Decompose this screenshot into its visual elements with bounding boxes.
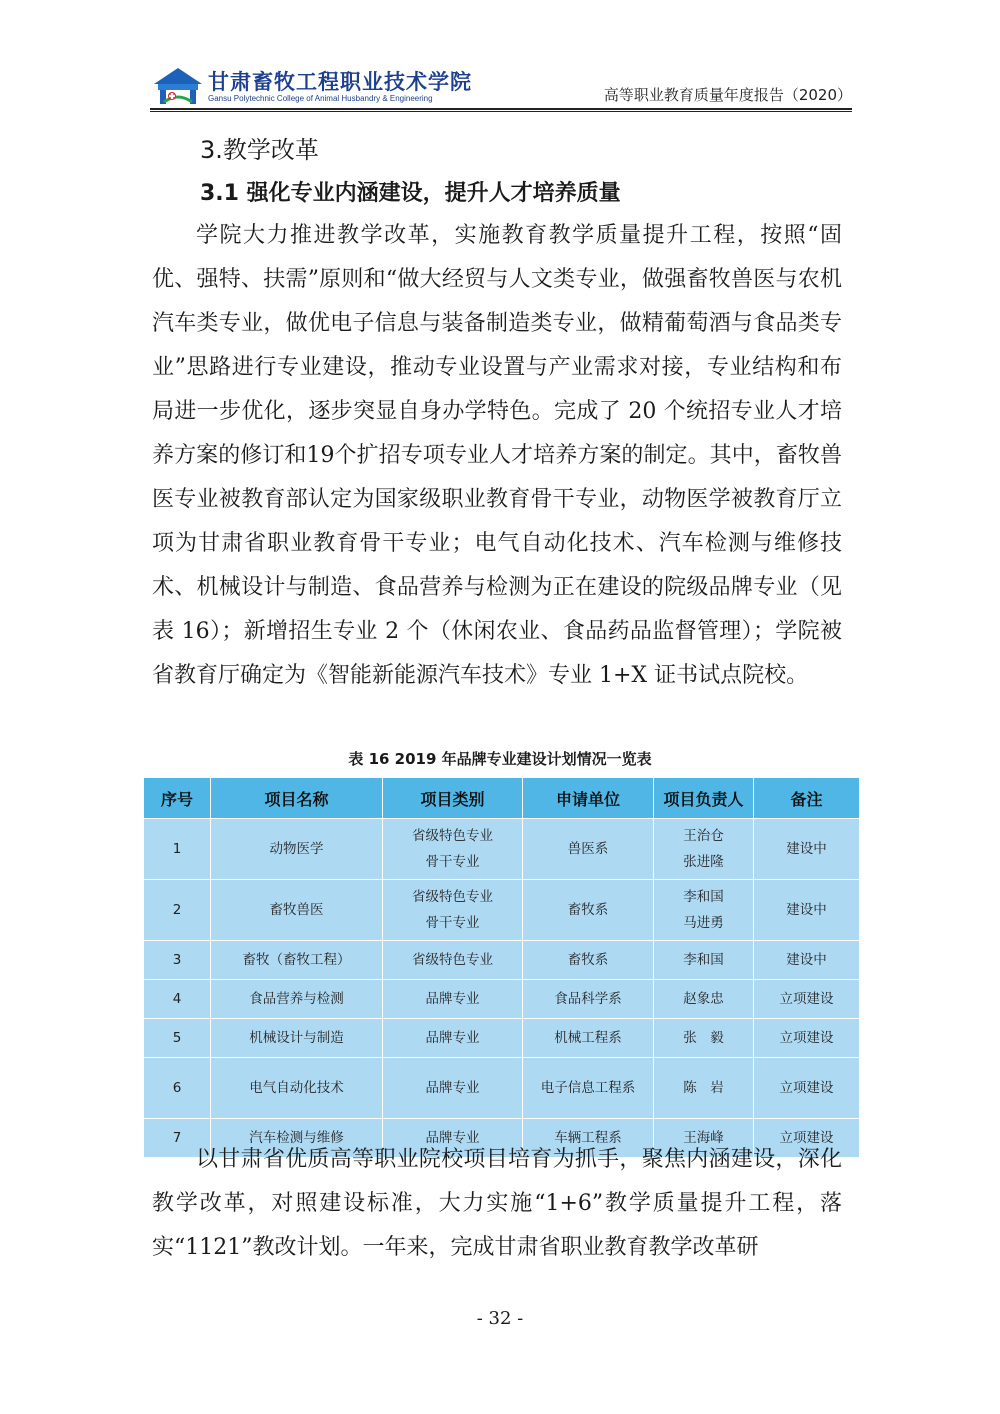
cell-category [383,819,523,880]
cell-lead-line1: 李和国 [683,889,724,905]
cell-lead: 赵象忠 [654,980,754,1019]
school-name-english: Gansu Polytechnic College of Animal Husbandry & Engineering [208,94,433,103]
table-caption: 表 16 2019 年品牌专业建设计划情况一览表 [348,750,652,768]
report-title: 高等职业教育质量年度报告（2020） [603,86,852,104]
header-cell-lead: 项目负责人 [654,778,754,819]
cell-category-line1: 省级特色专业 [412,889,493,905]
table-header-row [144,778,860,819]
cell-unit: 食品科学系 [523,980,654,1019]
cell-unit: 电子信息工程系 [523,1058,654,1119]
table-row [144,819,860,880]
header-divider-thin [150,111,852,112]
body-paragraph-1 [152,214,842,698]
brand-major-plan-table [143,777,860,1158]
body-paragraph-2 [152,1138,842,1270]
paragraph-text: 学院大力推进教学改革，实施教育教学质量提升工程，按照“固优、强特、扶需”原则和“做大经贸与人文类专业，做强畜牧兽医与农机汽车类专业，做优电子信息与装备制造类专业，做精葡萄酒与食品类专业”思路进行专业建设，推动专业设置与产业需求对接，专业结构和布局进一步优化，逐步突显自身办学特色。完成了 20 个统招专业人才培养方案的修订和19个扩招专项专业人才培养方案的制定。其中，畜牧兽医专业被教育部认定为国家级职业教育骨干专业，动物医学被教育厅立项为甘肃省职业教育骨干专业；电气自动化技术、汽车检测与维修技术、机械设计与制造、食品营养与检测为正在建设的院级品牌专业（见表 16）；新增招生专业 2 个（休闲农业、食品药品监督管理）；学院被省教育厅确定为《智能新能源汽车技术》专业 1+X 证书试点院校。 [152,223,842,688]
cell-note: 立项建设 [754,1019,860,1058]
header-divider [150,108,852,110]
cell-name: 畜牧（畜牧工程） [211,941,383,980]
cell-lead-line2: 马进勇 [683,915,724,931]
subsection-heading: 3.1 强化专业内涵建设，提升人才培养质量 [200,181,621,206]
cell-note: 建设中 [754,819,860,880]
paragraph-text: 以甘肃省优质高等职业院校项目培育为抓手，聚焦内涵建设，深化教学改革，对照建设标准，大力实施“1+6”教学质量提升工程，落实“1121”教改计划。一年来，完成甘肃省职业教育教学改革研 [152,1147,842,1260]
cell-lead-line2: 张进隆 [683,854,724,870]
cell-note: 立项建设 [754,980,860,1019]
table-row [144,1019,860,1058]
school-name: 甘肃畜牧工程职业技术学院 [208,70,472,94]
cell-name: 畜牧兽医 [211,880,383,941]
header-cell-name: 项目名称 [211,778,383,819]
cell-note: 建设中 [754,941,860,980]
table-row [144,980,860,1019]
cell-note: 立项建设 [754,1058,860,1119]
page-header [150,60,852,112]
cell-unit: 畜牧系 [523,880,654,941]
cell-category-line1: 省级特色专业 [412,828,493,844]
cell-lead: 王海峰 [654,1119,754,1158]
table-row [144,880,860,941]
cell-no: 1 [144,819,211,880]
table-row [144,941,860,980]
cell-name: 动物医学 [211,819,383,880]
header-cell-unit: 申请单位 [523,778,654,819]
cell-lead-line1: 王治仓 [683,828,724,844]
cell-unit: 兽医系 [523,819,654,880]
header-cell-no: 序号 [144,778,211,819]
cell-category: 省级特色专业 [383,941,523,980]
cell-note: 建设中 [754,880,860,941]
cell-name: 食品营养与检测 [211,980,383,1019]
cell-category-line2: 骨干专业 [425,915,480,931]
cell-no: 4 [144,980,211,1019]
cell-lead: 李和国 [654,941,754,980]
cell-no: 5 [144,1019,211,1058]
cell-lead: 张 毅 [654,1019,754,1058]
cell-unit: 畜牧系 [523,941,654,980]
cell-no: 6 [144,1058,211,1119]
cell-unit: 车辆工程系 [523,1119,654,1158]
cell-name: 机械设计与制造 [211,1019,383,1058]
cell-no: 3 [144,941,211,980]
table-row [144,1058,860,1119]
section-heading: 3.教学改革 [200,136,319,164]
cell-category-line2: 骨干专业 [425,854,480,870]
cell-lead [654,880,754,941]
cell-name: 汽车检测与维修 [211,1119,383,1158]
cell-lead: 陈 岩 [654,1058,754,1119]
cell-name: 电气自动化技术 [211,1058,383,1119]
cell-category: 品牌专业 [383,980,523,1019]
cell-category [383,880,523,941]
header-cell-note: 备注 [754,778,860,819]
cell-note: 立项建设 [754,1119,860,1158]
cell-category: 品牌专业 [383,1058,523,1119]
cell-no: 7 [144,1119,211,1158]
cell-unit: 机械工程系 [523,1019,654,1058]
header-cell-category: 项目类别 [383,778,523,819]
cell-category: 品牌专业 [383,1119,523,1158]
page-number: - 32 - [476,1308,524,1329]
school-logo-icon [150,64,206,108]
cell-category: 品牌专业 [383,1019,523,1058]
cell-no: 2 [144,880,211,941]
cell-lead [654,819,754,880]
